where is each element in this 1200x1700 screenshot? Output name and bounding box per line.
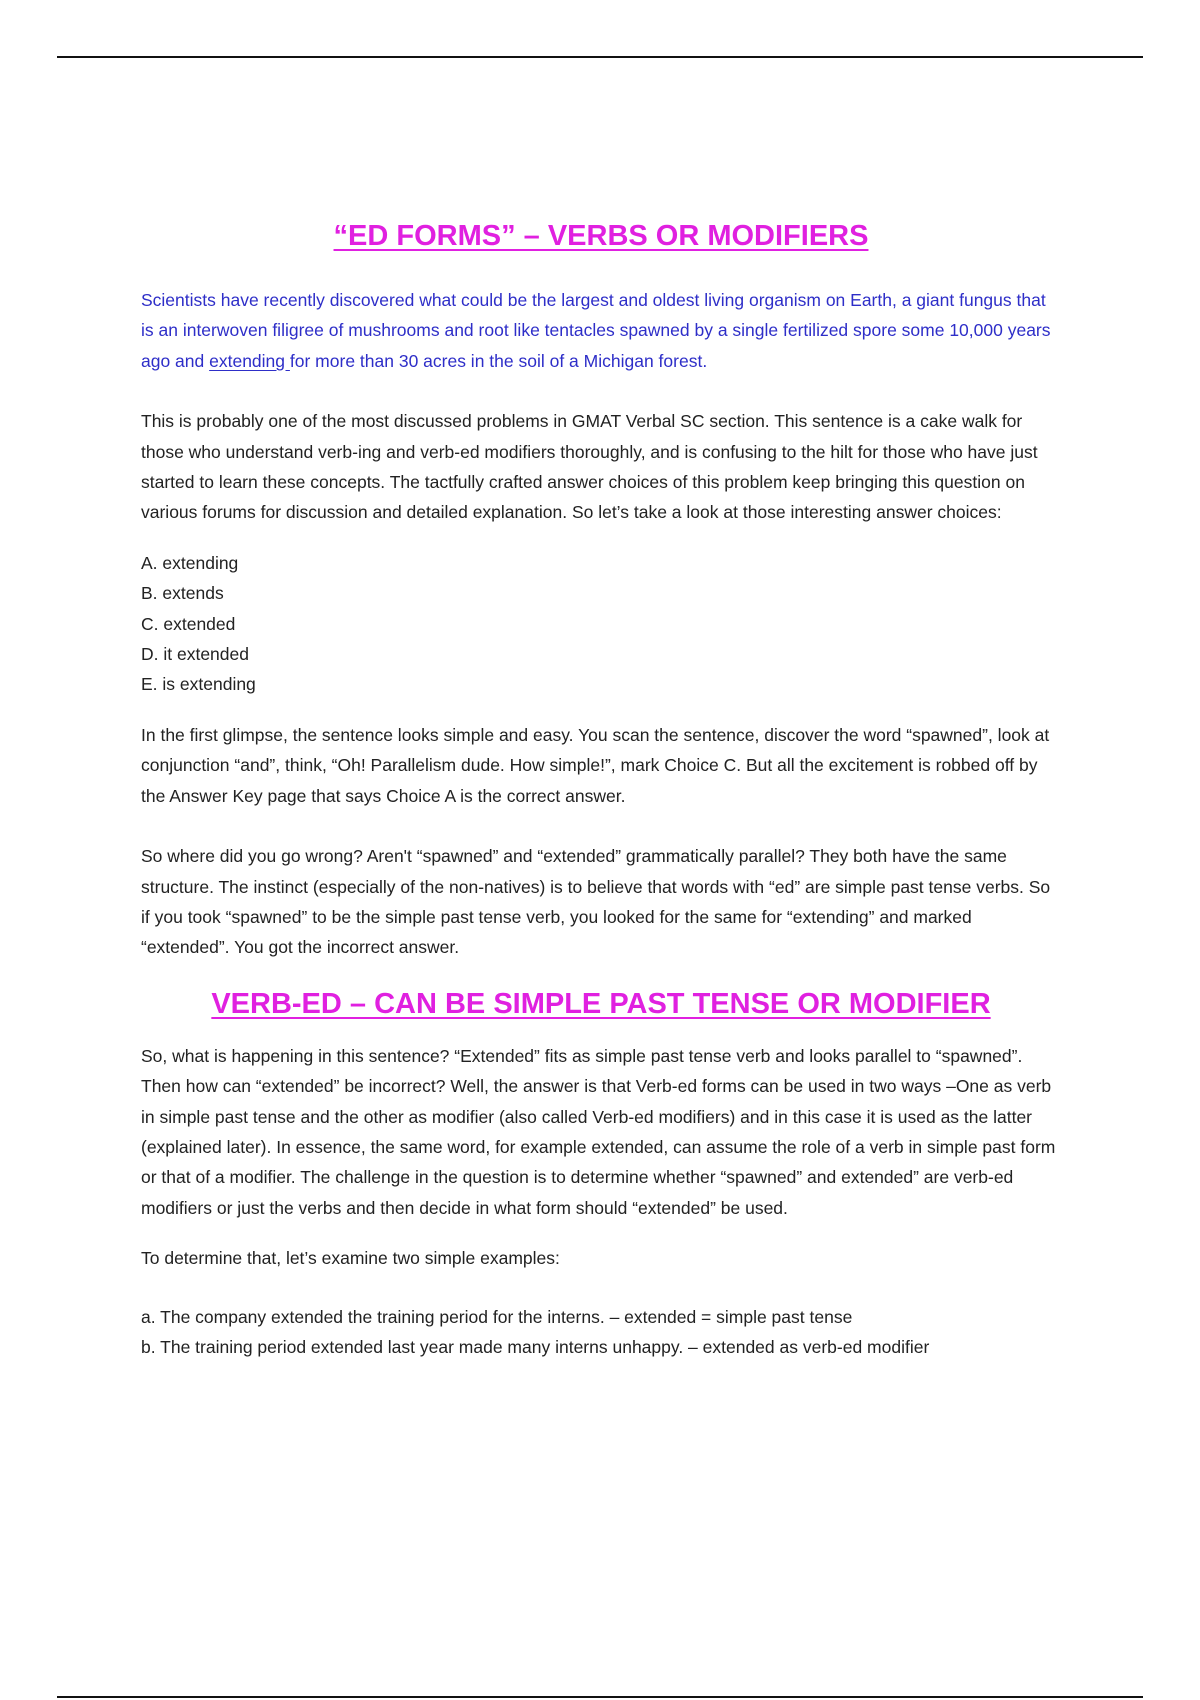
paragraph-explanation: So, what is happening in this sentence? “Extended” fits as simple past tense verb and looks parallel to “spawned”. Then how can “extended” be incorrect? Well, the answer is that Verb-ed forms can be used in two ways –One as verb in simple past tense and the other as modifier (also called Verb-ed modifiers) and in this case it is used as the latter (explained later). In essence, the same word, for example extended, can assume the role of a verb in simple past form or that of a modifier. The challenge in the question is to determine whether “spawned” and extended” are verb-ed modifiers or just the verbs and then decide in what form should “extended” be used. (141, 1045, 1056, 1218)
paragraph-where-wrong: So where did you go wrong? Aren't “spawned” and “extended” grammatically parallel? They both have the same structure. The instinct (especially of the non-natives) is to believe that words with “ed” are simple past tense verbs. So if you took “spawned” to be the simple past tense verb, you looked for the same for “extending” and marked “extended”. You got the incorrect answer. (141, 846, 1051, 958)
example-b: b. The training period extended last year made many interns unhappy. – extended as verb-ed modifier (141, 1336, 930, 1357)
answer-choice-b: B. extends (141, 583, 224, 604)
page-title: “ED FORMS” – VERBS OR MODIFIERS (333, 220, 869, 252)
top-rule (57, 56, 1143, 58)
example-a: a. The company extended the training period for the interns. – extended = simple past tense (141, 1306, 853, 1327)
paragraph-first-glimpse: In the first glimpse, the sentence looks simple and easy. You scan the sentence, discover the word “spawned”, look at conjunction “and”, think, “Oh! Parallelism dude. How simple!”, mark Choice C. But all the excitement is robbed off by the Answer Key page that says Choice A is the correct answer. (141, 724, 1050, 806)
document-body (141, 215, 1061, 1362)
paragraph-examples-intro: To determine that, let’s examine two simple examples: (141, 1248, 560, 1269)
question-text-before: Scientists have recently discovered what could be the largest and oldest living organism on Earth, a giant fungus that is an interwoven filigree of mushrooms and root like tentacles spawned by a single fertilized spore some 10,000 years ago and (141, 290, 1051, 371)
question-text-after: for more than 30 acres in the soil of a Michigan forest. (289, 350, 708, 371)
examples-list (141, 1302, 1061, 1363)
answer-choice-d: D. it extended (141, 644, 249, 665)
section-heading: VERB-ED – CAN BE SIMPLE PAST TENSE OR MODIFIER (211, 987, 991, 1020)
intro-paragraph: This is probably one of the most discussed problems in GMAT Verbal SC section. This sentence is a cake walk for those who understand verb-ing and verb-ed modifiers thoroughly, and is confusing to the hilt for those who have just started to learn these concepts. The tactfully crafted answer choices of this problem keep bringing this question on various forums for discussion and detailed explanation. So let’s take a look at those interesting answer choices: (141, 411, 1038, 523)
answer-choices-list (141, 548, 1061, 700)
question-text (141, 285, 1061, 376)
answer-choice-e: E. is extending (141, 674, 256, 695)
answer-choice-a: A. extending (141, 552, 239, 573)
answer-choice-c: C. extended (141, 613, 236, 634)
bottom-rule (57, 1696, 1143, 1698)
question-underlined-phrase: extending (209, 350, 290, 371)
